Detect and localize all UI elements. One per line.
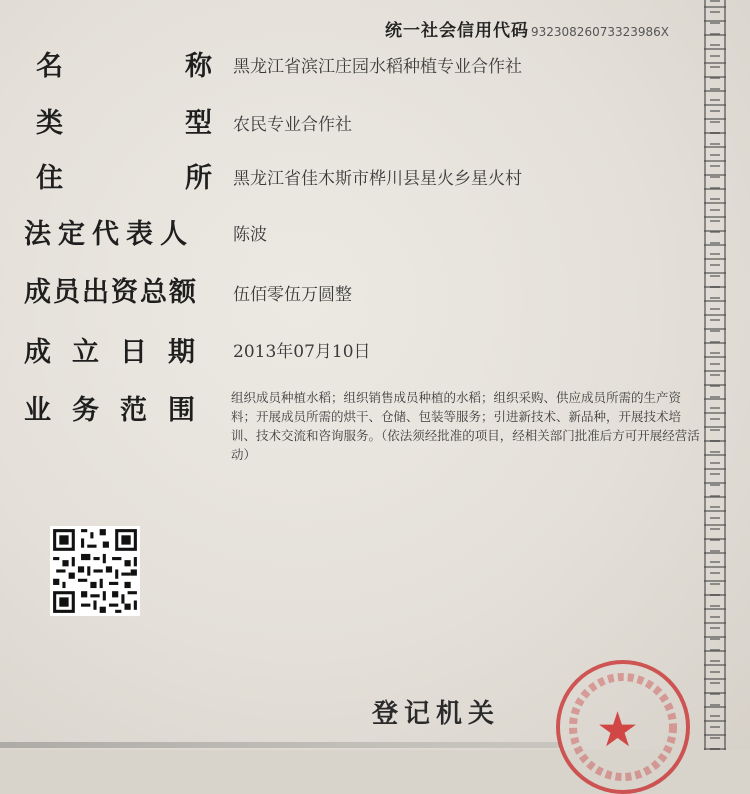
- label-legal-rep: 法定代表人: [24, 219, 194, 250]
- registration-authority: 登记机关: [372, 699, 501, 729]
- decorative-border: [704, 0, 726, 750]
- label-address: 住 所: [36, 163, 212, 194]
- bottom-text-line: [0, 742, 560, 748]
- value-date: 2013年07月10日: [233, 342, 371, 362]
- value-legal-rep: 陈波: [233, 225, 267, 245]
- value-scope: 组织成员种植水稻；组织销售成员种植的水稻；组织采购、供应成员所需的生产资料；开展成员所需的烘干、仓储、包装等服务；引进新技术、新品种，开展技术培训、技术交流和咨询服务。（依法须经批准的项目，经相关部门批准后方可开展经营活动）: [231, 390, 700, 462]
- credit-code-value: 93230826073323986X: [531, 25, 670, 39]
- label-date: 成立日期: [24, 337, 216, 368]
- label-type: 类 型: [36, 108, 212, 139]
- value-name: 黑龙江省滨江庄园水稻种植专业合作社: [233, 57, 522, 77]
- credit-code: [385, 16, 669, 41]
- star-icon: ★: [596, 702, 640, 758]
- value-type: 农民专业合作社: [233, 115, 352, 135]
- seal-ring-icon: [560, 664, 686, 790]
- value-capital: 伍佰零伍万圆整: [233, 285, 352, 305]
- label-capital: 成员出资总额: [24, 277, 198, 308]
- official-seal: [556, 660, 690, 794]
- qr-code-icon: [50, 526, 140, 616]
- label-scope: 业务范围: [24, 395, 216, 426]
- value-address: 黑龙江省佳木斯市桦川县星火乡星火村: [233, 169, 522, 189]
- label-name: 名 称: [36, 51, 212, 82]
- credit-code-label: 统一社会信用代码: [385, 21, 529, 41]
